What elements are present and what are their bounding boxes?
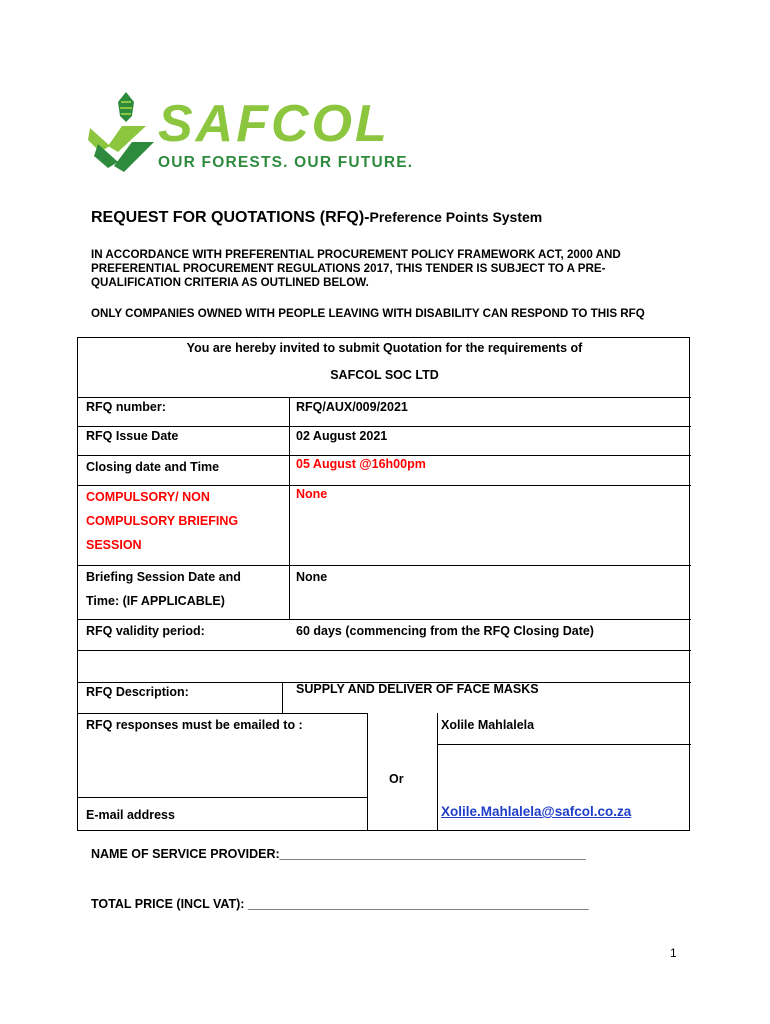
issue-date-label: RFQ Issue Date [86, 429, 179, 443]
briefing-value: None [296, 487, 328, 501]
briefing-label-line1: COMPULSORY/ NON [86, 490, 210, 504]
briefing-date-label-line2: Time: (IF APPLICABLE) [86, 594, 225, 608]
logo-tagline: OUR FORESTS. OUR FUTURE. [158, 154, 414, 171]
briefing-label-line3: SESSION [86, 538, 142, 552]
closing-date-value: 05 August @16h00pm [296, 457, 426, 471]
page-title [91, 209, 542, 227]
eligibility-paragraph: ONLY COMPANIES OWNED WITH PEOPLE LEAVING WITH DISABILITY CAN RESPOND TO THIS RFQ [91, 307, 645, 320]
tree-leaf-icon [88, 88, 160, 184]
legal-paragraph: IN ACCORDANCE WITH PREFERENTIAL PROCUREMENT POLICY FRAMEWORK ACT, 2000 AND PREFERENTIAL PROCUREMENT REGULATIONS 2017, THIS TENDER IS SUBJECT TO A PRE-QUALIFICATION CRITERIA AS OUTLINED BELOW. [91, 248, 621, 289]
description-value: SUPPLY AND DELIVER OF FACE MASKS [296, 682, 539, 696]
contact-name: Xolile Mahlalela [441, 718, 535, 732]
page-number: 1 [670, 946, 677, 960]
rfq-form-table [77, 337, 690, 831]
company-name: SAFCOL SOC LTD [330, 368, 439, 382]
briefing-date-value: None [296, 570, 328, 584]
or-text: Or [389, 772, 404, 786]
closing-date-label: Closing date and Time [86, 460, 220, 474]
rfq-number-value: RFQ/AUX/009/2021 [296, 400, 408, 414]
briefing-label-line2: COMPULSORY BRIEFING [86, 514, 239, 528]
invitation-text: You are hereby invited to submit Quotation for the requirements of [186, 341, 583, 355]
title-sub: Preference Points System [369, 209, 543, 225]
rfq-number-label: RFQ number: [86, 400, 166, 414]
logo-wordmark: SAFCOL [158, 95, 390, 153]
title-main: REQUEST FOR QUOTATIONS (RFQ)- [91, 209, 370, 226]
issue-date-value: 02 August 2021 [296, 429, 388, 443]
validity-value: 60 days (commencing from the RFQ Closing Date) [296, 624, 594, 638]
description-label: RFQ Description: [86, 685, 189, 699]
total-price-field[interactable]: TOTAL PRICE (INCL VAT): _________________________________________________ [91, 897, 589, 911]
service-provider-field[interactable]: NAME OF SERVICE PROVIDER:____________________________________________ [91, 847, 586, 861]
safcol-logo [88, 88, 414, 186]
email-label: E-mail address [86, 808, 175, 822]
validity-label: RFQ validity period: [86, 624, 205, 638]
briefing-date-label-line1: Briefing Session Date and [86, 570, 241, 584]
email-link[interactable]: Xolile.Mahlalela@safcol.co.za [441, 804, 632, 819]
emailed-label: RFQ responses must be emailed to : [86, 718, 303, 732]
